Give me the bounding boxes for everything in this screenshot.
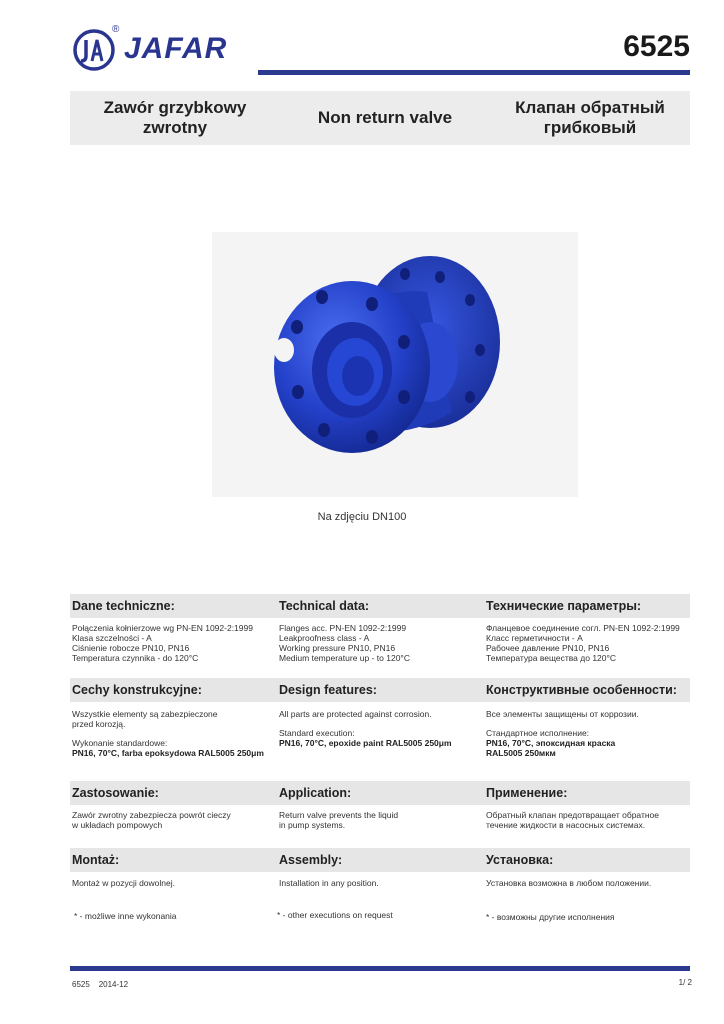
note-en: * - other executions on request [277, 910, 393, 920]
title-english: Non return valve [317, 108, 453, 127]
section-bar-technical [70, 594, 690, 618]
design-text-pl: Wszystkie elementy są zabezpieczone przed korozją. [72, 709, 218, 729]
application-text-ru: Обратный клапан предотвращает обратное течение жидкости в насосных системах. [486, 810, 660, 830]
heading-technical-en: Technical data: [279, 599, 370, 613]
application-text-pl: Zawór zwrotny zabezpiecza powrót cieczy w układach pompowych [72, 810, 231, 830]
design-std-ru: Стандартное исполнение: [486, 728, 590, 738]
brand-name: JAFAR [124, 32, 228, 65]
title-russian: Клапан обратный грибковый [515, 98, 665, 137]
assembly-text-ru: Установка возможна в любом положении. [486, 878, 652, 888]
design-std-pl: Wykonanie standardowe: [72, 738, 168, 748]
technical-text-pl: Połączenia kołnierzowe wg PN-EN 1092-2:1999 Klasa szczelności - A Ciśnienie robocze PN10, PN16 Temperatura czynnika - do 120°C [72, 623, 253, 663]
heading-assembly-pl: Montaż: [72, 853, 120, 867]
top-divider [258, 70, 690, 75]
design-std-bold-en: PN16, 70°C, epoxide paint RAL5005 250μm [279, 738, 452, 748]
heading-application-pl: Zastosowanie: [72, 786, 159, 800]
design-text-en: All parts are protected against corrosion. [279, 709, 432, 719]
brand-logo [72, 24, 228, 74]
note-pl: * - możliwe inne wykonania [74, 911, 177, 921]
title-polish: Zawór grzybkowy zwrotny [103, 98, 247, 137]
assembly-text-en: Installation in any position. [279, 878, 379, 888]
valve-image [212, 232, 578, 497]
section-bar-design [70, 678, 690, 702]
section-bar-application [70, 781, 690, 805]
page-number: 1/ 2 [678, 978, 692, 987]
heading-design-ru: Конструктивные особенности: [486, 683, 677, 697]
jafar-logo-icon [72, 28, 116, 72]
note-ru: * - возможны другие исполнения [486, 912, 615, 922]
heading-design-en: Design features: [279, 683, 377, 697]
registered-mark: ® [112, 24, 120, 35]
heading-technical-ru: Технические параметры: [486, 599, 642, 613]
assembly-text-pl: Montaż w pozycji dowolnej. [72, 878, 175, 888]
heading-design-pl: Cechy konstrukcyjne: [72, 683, 202, 697]
technical-text-en: Flanges acc. PN-EN 1092-2:1999 Leakproofness class - A Working pressure PN10, PN16 Medium temperature up - to 120°C [279, 623, 410, 663]
photo-caption: Na zdjęciu DN100 [317, 511, 407, 523]
design-text-ru: Все элементы защищены от коррозии. [486, 709, 639, 719]
document-number: 6525 [623, 30, 690, 63]
title-band [70, 91, 690, 145]
heading-assembly-ru: Установка: [486, 853, 554, 867]
technical-text-ru: Фланцевое соединение согл. PN-EN 1092-2:1999 Класс герметичности - A Рабочее давление PN10, PN16 Температура вещества до 120°C [486, 623, 680, 663]
design-std-bold-pl: PN16, 70°C, farba epoksydowa RAL5005 250μm [72, 748, 264, 758]
heading-application-ru: Применение: [486, 786, 568, 800]
footer-code-date: 6525 2014-12 [72, 980, 129, 989]
product-photo [212, 232, 578, 497]
section-bar-assembly [70, 848, 690, 872]
design-std-bold-ru: PN16, 70°C, эпоксидная краска RAL5005 250мкм [486, 738, 616, 758]
design-std-en: Standard execution: [279, 728, 355, 738]
heading-technical-pl: Dane techniczne: [72, 599, 175, 613]
application-text-en: Return valve prevents the liquid in pump systems. [279, 810, 399, 830]
heading-assembly-en: Assembly: [279, 853, 343, 867]
heading-application-en: Application: [279, 786, 352, 800]
bottom-divider [70, 966, 690, 971]
